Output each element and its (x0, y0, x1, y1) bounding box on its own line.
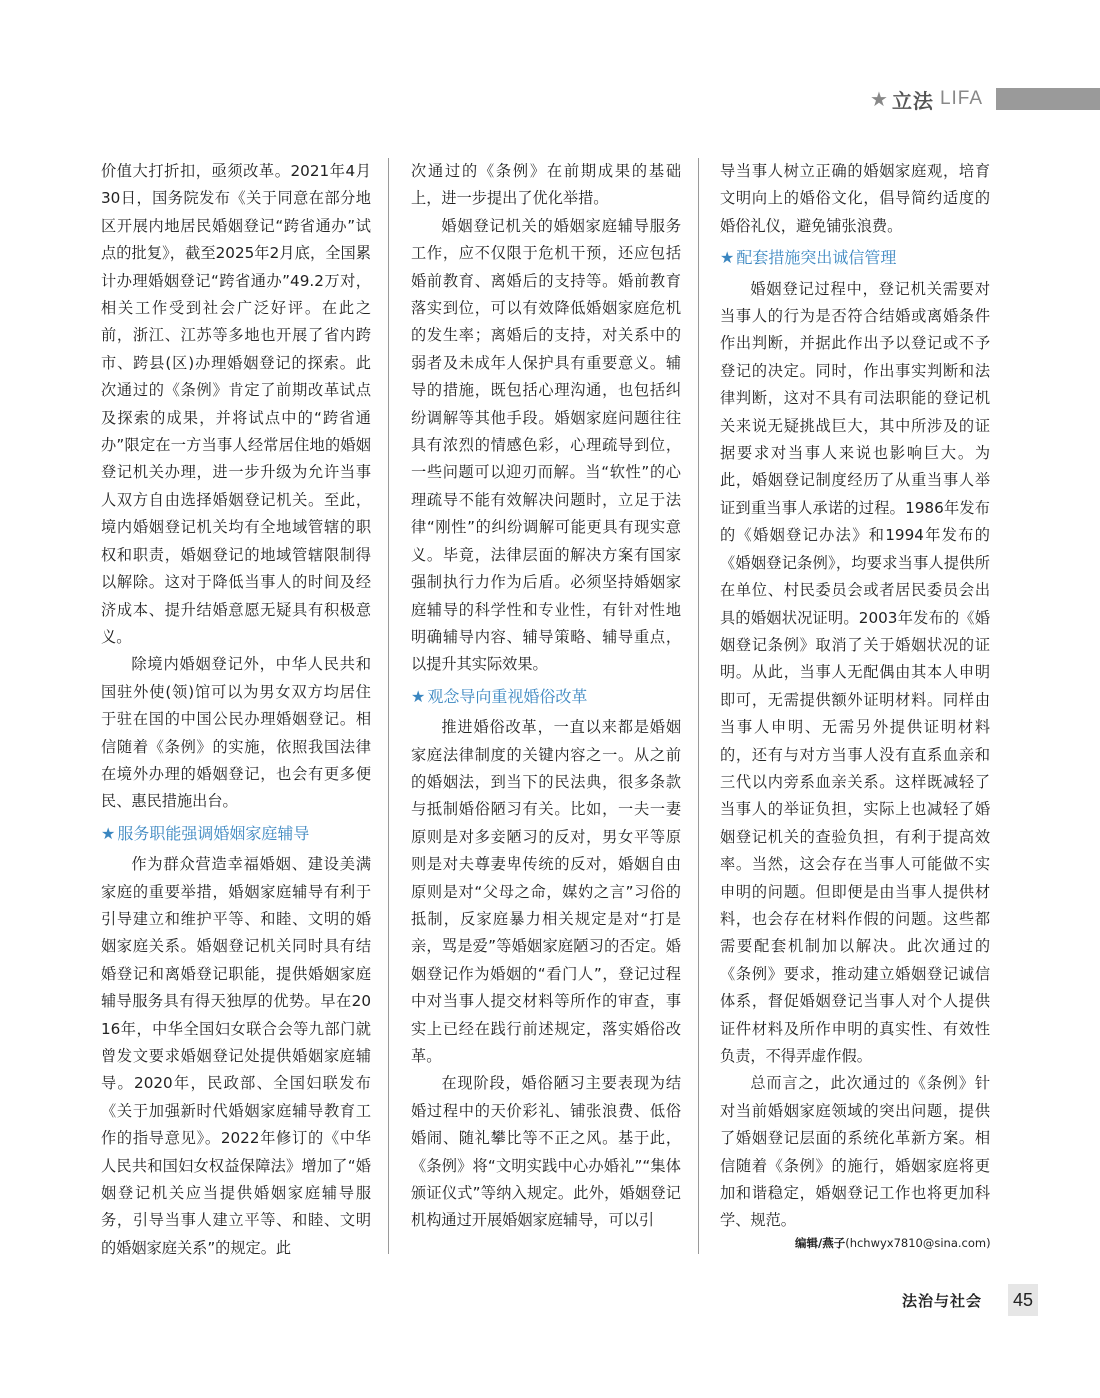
column-divider (388, 158, 389, 1254)
subheading-text: 观念导向重视婚俗改革 (427, 686, 588, 706)
star-icon: ★ (101, 823, 116, 843)
paragraph: 推进婚俗改革，一直以来都是婚姻家庭法律制度的关键内容之一。从之前的婚姻法，到当下的民法典，很多条款与抵制婚俗陋习有关。比如，一夫一妻原则是对多妾陋习的反对，男女平等原则是对夫尊妻卑传统的反对，婚姻自由原则是对“父母之命，媒妁之言”习俗的抵制，反家庭暴力相关规定是对“打是亲，骂是爱”等婚姻家庭陋习的否定。婚姻登记作为婚姻的“看门人”，登记过程中对当事人提交材料等所作的审查，事实上已经在践行前述规定，落实婚俗改革。 (411, 718, 681, 1065)
section-title: 立法 (891, 88, 934, 113)
column-2 (411, 158, 681, 1235)
subheading (720, 244, 990, 271)
paragraph: 除境内婚姻登记外，中华人民共和国驻外使(领)馆可以为男女双方均居住于驻在国的中国公民办理婚姻登记。相信随着《条例》的实施，依照我国法律在境外办理的婚姻登记，也会有更多便民、惠民措施出台。 (101, 655, 371, 811)
paragraph: 次通过的《条例》在前期成果的基础上，进一步提出了优化举措。 (411, 162, 681, 208)
subheading (411, 683, 681, 710)
subheading (101, 820, 371, 847)
star-icon: ★ (411, 686, 426, 706)
star-icon: ★ (720, 248, 735, 268)
header-bar (996, 88, 1100, 110)
paragraph: 婚姻登记过程中，登记机关需要对当事人的行为是否符合结婚或离婚条件作出判断，并据此作出予以登记或不予登记的决定。同时，作出事实判断和法律判断，这对不具有司法职能的登记机关来说无疑挑战巨大，其中所涉及的证据要求对当事人来说也影响巨大。为此，婚姻登记制度经历了从重当事人举证到重当事人承诺的过程。1986年发布的《婚姻登记办法》和1994年发布的《婚姻登记条例》，均要求当事人提供所在单位、村民委员会或者居民委员会出具的婚姻状况证明。2003年发布的《婚姻登记条例》取消了关于婚姻状况的证明。从此，当事人无配偶由其本人申明即可，无需提供额外证明材料。同样由当事人申明、无需另外提供证明材料的，还有与对方当事人没有直系血亲和三代以内旁系血亲关系。这样既减轻了当事人的举证负担，实际上也减轻了婚姻登记机关的查验负担，有利于提高效率。当然，这会存在当事人可能做不实申明的问题。但即便是由当事人提供材料，也会存在材料作假的问题。这些都需要配套机制加以解决。此次通过的《条例》要求，推动建立婚姻登记诚信体系，督促婚姻登记当事人对个人提供证件材料及所作申明的真实性、有效性负责，不得弄虚作假。 (720, 279, 990, 1065)
paragraph: 价值大打折扣，亟须改革。2021年4月30日，国务院发布《关于同意在部分地区开展内地居民婚姻登记“跨省通办”试点的批复》，截至2025年2月底，全国累计办理婚姻登记“跨省通办”49.2万对，相关工作受到社会广泛好评。在此之前，浙江、江苏等多地也开展了省内跨市、跨县(区)办理婚姻登记的探索。此次通过的《条例》肯定了前期改革试点及探索的成果，并将试点中的“跨省通办”限定在一方当事人经常居住地的婚姻登记机关办理，进一步升级为允许当事人双方自由选择婚姻登记机关。至此，境内婚姻登记机关均有全地域管辖的职权和职责，婚姻登记的地域管辖限制得以解除。这对于降低当事人的时间及经济成本、提升结婚意愿无疑具有积极意义。 (101, 162, 371, 646)
paragraph: 婚姻登记机关的婚姻家庭辅导服务工作，应不仅限于危机干预，还应包括婚前教育、离婚后的支持等。婚前教育落实到位，可以有效降低婚姻家庭危机的发生率；离婚后的支持，对关系中的弱者及未成年人保护具有重要意义。辅导的措施，既包括心理沟通，也包括纠纷调解等其他手段。婚姻家庭问题往往具有浓烈的情感色彩，心理疏导到位，一些问题可以迎刃而解。当“软性”的心理疏导不能有效解决问题时，立足于法律“刚性”的纠纷调解可能更具有现实意义。毕竟，法律层面的解决方案有国家强制执行力作为后盾。必须坚持婚姻家庭辅导的科学性和专业性，有针对性地明确辅导内容、辅导策略、辅导重点，以提升其实际效果。 (411, 216, 681, 674)
subheading-text: 服务职能强调婚姻家庭辅导 (117, 823, 310, 843)
subheading-text: 配套措施突出诚信管理 (736, 248, 897, 268)
editor-credit (795, 1235, 991, 1251)
paragraph: 总而言之，此次通过的《条例》针对当前婚姻家庭领域的突出问题，提供了婚姻登记层面的系统化革新方案。相信随着《条例》的施行，婚姻家庭将更加和谐稳定，婚姻登记工作也将更加科学、规范。 (720, 1074, 990, 1230)
column-1 (101, 158, 371, 1262)
editor-email: (hchwyx7810@sina.com) (845, 1236, 991, 1250)
paragraph: 导当事人树立正确的婚姻家庭观，培育文明向上的婚俗文化，倡导简约适度的婚俗礼仪，避免铺张浪费。 (720, 162, 990, 235)
star-icon: ★ (870, 87, 888, 111)
section-header (870, 86, 983, 112)
section-title-en: LIFA (939, 88, 984, 109)
paragraph: 在现阶段，婚俗陋习主要表现为结婚过程中的天价彩礼、铺张浪费、低俗婚闹、随礼攀比等不正之风。基于此，《条例》将“文明实践中心办婚礼”“集体颁证仪式”等纳入规定。此外，婚姻登记机构通过开展婚姻家庭辅导，可以引 (411, 1074, 681, 1230)
column-divider (698, 158, 699, 1254)
column-3 (720, 158, 990, 1235)
page-number: 45 (1008, 1284, 1038, 1316)
publication-title: 法治与社会 (902, 1292, 983, 1310)
paragraph: 作为群众营造幸福婚姻、建设美满家庭的重要举措，婚姻家庭辅导有利于引导建立和维护平等、和睦、文明的婚姻家庭关系。婚姻登记机关同时具有结婚登记和离婚登记职能，提供婚姻家庭辅导服务具有得天独厚的优势。早在2016年，中华全国妇女联合会等九部门就曾发文要求婚姻登记处提供婚姻家庭辅导。2020年，民政部、全国妇联发布《关于加强新时代婚姻家庭辅导教育工作的指导意见》。2022年修订的《中华人民共和国妇女权益保障法》增加了“婚姻登记机关应当提供婚姻家庭辅导服务，引导当事人建立平等、和睦、文明的婚姻家庭关系”的规定。此 (101, 855, 371, 1257)
editor-label: 编辑/燕子 (795, 1236, 846, 1250)
